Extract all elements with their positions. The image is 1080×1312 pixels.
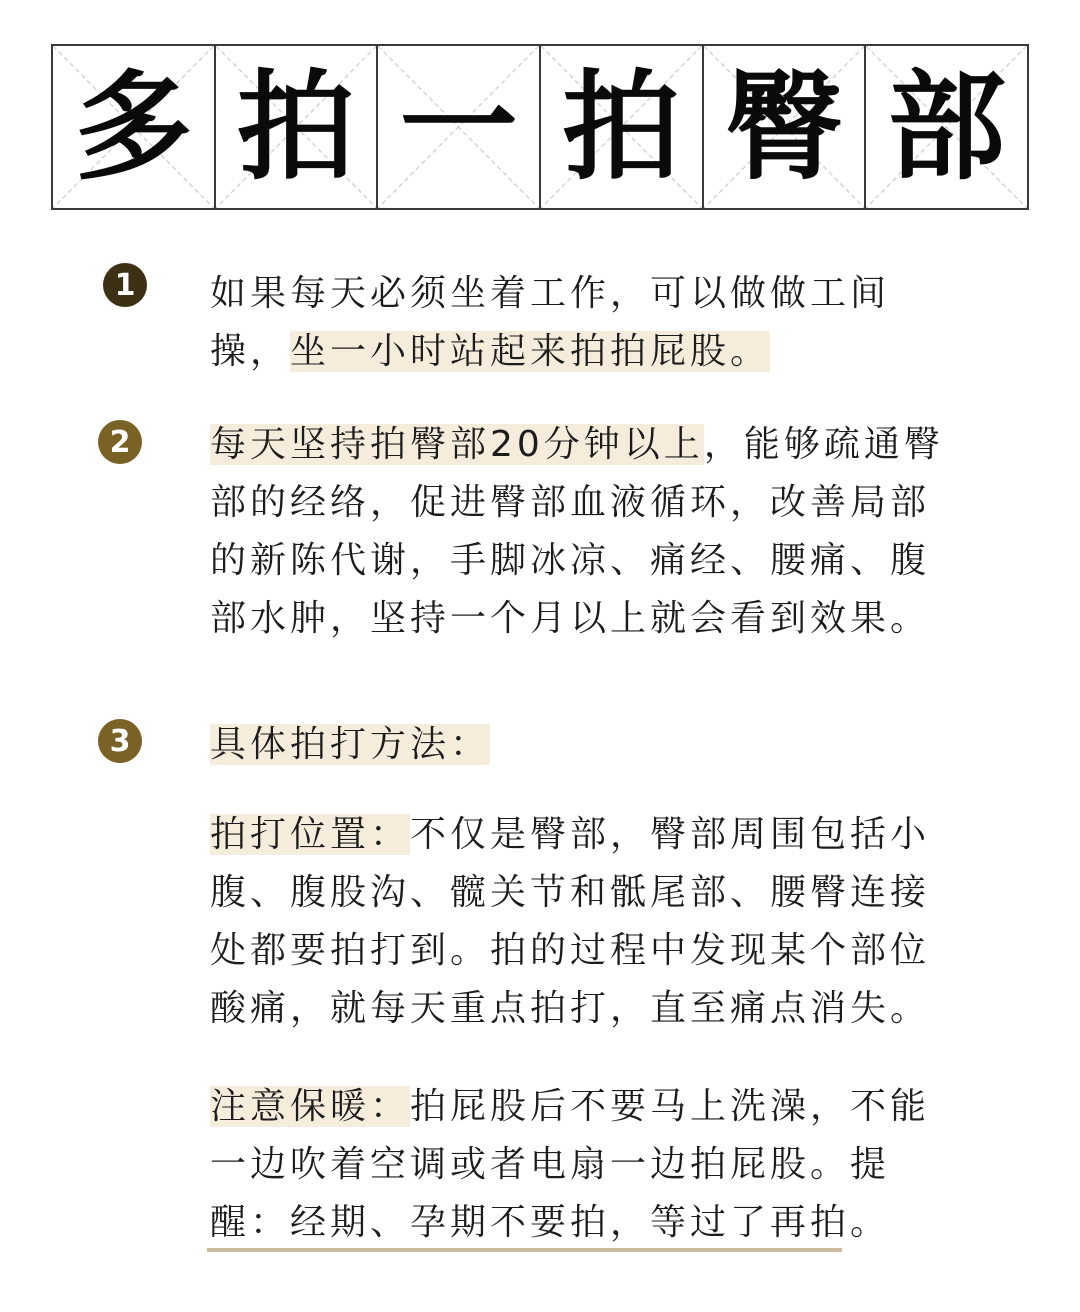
title-char: 臀	[725, 58, 844, 196]
detail-text: 不仅是臀部，臀部周围包括小腹、腹股沟、髋关节和骶尾部、腰臀连接处都要拍打到。拍的过程中发现某个部位酸痛，就每天重点拍打，直至痛点消失。	[210, 814, 931, 1029]
detail-label: 注意保暖：	[210, 1086, 411, 1127]
highlight-text: 坐一小时站起来拍拍屁股。	[290, 331, 771, 372]
section-2-text	[210, 416, 950, 648]
title-cell	[866, 46, 1027, 208]
section-number-badge: 3	[98, 719, 142, 763]
title-char: 一	[399, 58, 518, 196]
highlight-text: 具体拍打方法：	[210, 724, 491, 765]
section-text: 如果每天必须坐着工作，可以做做工间操，	[210, 273, 891, 372]
title-cell	[704, 46, 867, 208]
title-char: 部	[887, 58, 1006, 196]
detail-label: 拍打位置：	[210, 814, 411, 855]
title-cell	[378, 46, 541, 208]
detail-position	[210, 806, 950, 1038]
title-grid	[51, 44, 1029, 210]
title-cell	[53, 46, 216, 208]
highlight-text: 每天坚持拍臀部20分钟以上	[210, 424, 704, 465]
section-number-badge: 2	[98, 420, 142, 464]
title-cell	[216, 46, 379, 208]
section-3-heading	[210, 716, 950, 774]
detail-text: 拍屁股后不要马上洗澡，不能一边吹着空调或者电扇一边拍屁股。提醒：经期、孕期不要拍，等过了再拍。	[210, 1086, 931, 1243]
title-char: 拍	[562, 58, 681, 196]
title-cell	[541, 46, 704, 208]
section-1-text	[210, 265, 950, 381]
detail-warmth	[210, 1078, 950, 1252]
title-char: 多	[74, 58, 193, 196]
section-text-after: ，能够疏通臀部的经络，促进臀部血液循环，改善局部的新陈代谢，手脚冰凉、痛经、腰痛、腹部水肿，坚持一个月以上就会看到效果。	[210, 424, 944, 639]
section-number-badge: 1	[103, 263, 147, 307]
decorative-underline	[207, 1248, 842, 1252]
title-char: 拍	[237, 58, 356, 196]
